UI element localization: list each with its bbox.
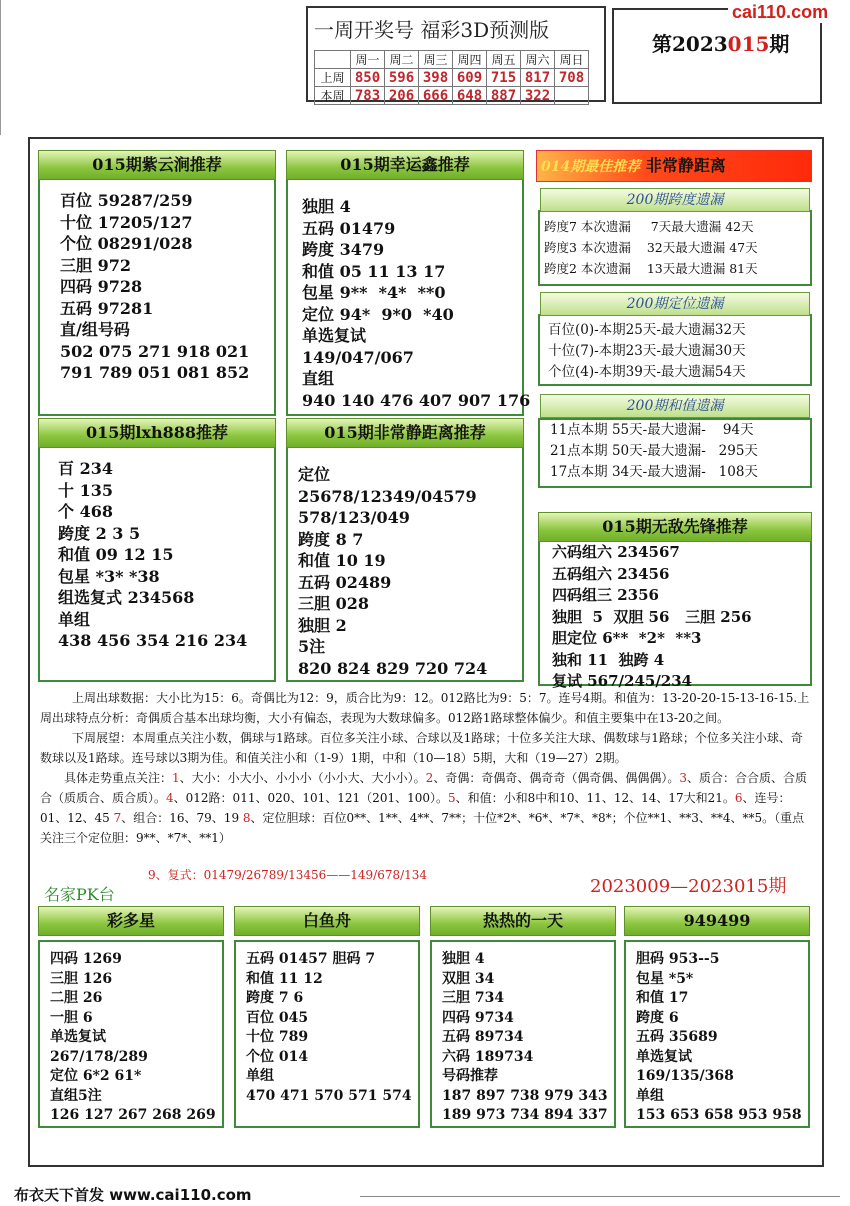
draw-number: 666	[419, 87, 453, 105]
line-item: 组选复式 234568	[58, 588, 195, 607]
line-item: 五码 01479	[302, 218, 396, 238]
day-header: 周五	[487, 51, 521, 69]
line-item: 126 127 267 268 269	[50, 1107, 216, 1123]
line-item: 五码组六 23456	[552, 564, 670, 583]
header-title: 一周开奖号 福彩3D预测版	[314, 18, 550, 42]
panel-title: 015期非常静距离推荐	[286, 418, 524, 448]
line-item: 和值 05 11 13 17	[302, 261, 446, 281]
subpanel-title: 200期跨度遗漏	[540, 188, 810, 212]
line-item: 包星 *5*	[636, 970, 694, 987]
panel-body	[552, 542, 752, 693]
line-item: 双胆 34	[442, 970, 495, 987]
line-item: 定位	[298, 465, 331, 484]
line-item: 和值 11 12	[246, 970, 323, 987]
day-header: 周一	[351, 51, 385, 69]
draw-number: 887	[487, 87, 521, 105]
line-item: 独胆 2	[298, 615, 347, 635]
line-item: 跨度 6	[636, 1009, 679, 1026]
line-item: 包星 9** *4* **0	[302, 283, 446, 302]
subpanel-title: 200期定位遗漏	[540, 292, 810, 316]
draw-number	[555, 87, 589, 105]
draw-number: 850	[351, 69, 385, 87]
line-item: 百位(0)-本期25天-最大遗漏32天	[548, 322, 746, 338]
line-item: 940 140 476 407 907 176	[302, 390, 531, 410]
line-item: 定位 6*2 61*	[50, 1068, 142, 1084]
corner-cell	[315, 51, 351, 69]
line-item: 胆定位 6** *2* **3	[552, 629, 702, 647]
line-item: 跨度 8 7	[298, 529, 364, 549]
line-item: 独和 11 独跨 4	[552, 650, 665, 669]
panel-title: 015期lxh888推荐	[38, 418, 276, 448]
line-item: 百 234	[58, 459, 113, 478]
line-item: 胆码 953--5	[636, 951, 720, 967]
day-header: 周六	[521, 51, 555, 69]
subpanel-title: 200期和值遗漏	[540, 394, 810, 418]
line-item: 502 075 271 918 021	[60, 341, 250, 361]
line-item: 5注	[298, 637, 326, 656]
pk-card-title: 彩多星	[38, 906, 224, 936]
draw-number: 596	[385, 69, 419, 87]
line-item: 复试 567/245/234	[552, 672, 693, 690]
line-item: 十位(7)-本期23天-最大遗漏30天	[548, 343, 746, 359]
draw-number: 206	[385, 87, 419, 105]
line-item: 578/123/049	[298, 508, 410, 527]
line-item: 267/178/289	[50, 1048, 148, 1065]
row-label: 上周	[315, 69, 351, 87]
draw-number: 708	[555, 69, 589, 87]
analysis-fushi: 9、复式：01479/26789/13456——149/678/134	[148, 868, 428, 882]
pk-card-title: 白鱼舟	[234, 906, 420, 936]
line-item: 和值 17	[636, 990, 689, 1006]
line-item: 791 789 051 081 852	[60, 363, 250, 382]
line-item: 单选复试	[302, 326, 367, 345]
draw-table	[314, 50, 589, 105]
line-item: 单组	[636, 1087, 664, 1104]
line-item: 一胆 6	[50, 1009, 93, 1026]
issue-number: 第2023015期	[652, 32, 790, 56]
line-item: 独胆 4	[302, 197, 351, 216]
draw-number: 817	[521, 69, 555, 87]
line-item: 五码 89734	[442, 1029, 524, 1045]
weekly-draw-table	[306, 6, 606, 102]
draw-number: 398	[419, 69, 453, 87]
line-item: 个 468	[58, 502, 113, 521]
line-item: 定位 94* 9*0 *40	[302, 304, 454, 324]
panel-title: 015期紫云涧推荐	[38, 150, 276, 180]
best-recommend-banner: 014期最佳推荐 非常静距离	[536, 150, 812, 182]
line-item: 百位 59287/259	[60, 191, 193, 210]
line-item: 独胆 5 双胆 56 三胆 256	[552, 607, 752, 626]
row-label: 本周	[315, 87, 351, 105]
line-item: 跨度 2 3 5	[58, 523, 141, 543]
analysis-paragraph-1: 上周出球数据：大小比为15：6。奇偶比为12：9，质合比为9：12。012路比为9：5：7。连号4期。和值为：13-20-20-15-13-16-15.上周出球特点分析：奇偶质合基本出球均衡，大小有偏态，表现为大数球偏多。012路1路球整体偏少。和值主要集中在13-20之间。	[40, 691, 810, 725]
panel-title: 015期幸运鑫推荐	[286, 150, 524, 180]
line-item: 11点本期 55天-最大遗漏- 94天	[550, 422, 754, 438]
line-item: 个位 08291/028	[60, 234, 193, 253]
subpanel-body	[544, 216, 758, 279]
line-item: 三胆 126	[50, 970, 113, 987]
line-item: 跨度7 本次遗漏 7天最大遗漏 42天	[544, 219, 754, 234]
draw-number: 783	[351, 87, 385, 105]
analysis-paragraph-2: 下周展望：本周重点关注小数，偶球与1路球。百位多关注小球、合球以及1路球；十位多关注大球、偶数球与1路球；个位多关注小球、奇数球以及1路球。连号球以3期为佳。和值关注小和（1-9）1期，中和（10—18）5期，大和（19—27）2期。	[40, 731, 803, 765]
panel-body	[298, 464, 487, 679]
line-item: 单选复试	[50, 1029, 106, 1045]
draw-number: 715	[487, 69, 521, 87]
issue-range: 2023009—2023015期	[590, 876, 787, 897]
line-item: 单选复试	[636, 1048, 692, 1065]
line-item: 独胆 4	[442, 951, 485, 967]
line-item: 个位 014	[246, 1048, 309, 1065]
draw-number: 648	[453, 87, 487, 105]
pk-card-body	[442, 950, 608, 1126]
panel-title: 015期无敌先锋推荐	[538, 512, 812, 542]
line-item: 个位(4)-本期39天-最大遗漏54天	[548, 364, 746, 380]
line-item: 四码 1269	[50, 951, 122, 967]
line-item: 149/047/067	[302, 347, 414, 367]
line-item: 169/135/368	[636, 1068, 734, 1084]
draw-number: 322	[521, 87, 555, 105]
line-item: 189 973 734 894 337	[442, 1107, 608, 1123]
line-item: 187 897 738 979 343	[442, 1087, 608, 1104]
analysis-paragraph-3: 具体走势重点关注：1、大小：小大小、小小小（小小大、大小小）。2、奇偶：奇偶奇、偶奇奇（偶奇偶、偶偶偶）。3、质合：合合质、合质合（质质合、质合质）。4、012路：011、020、101、121（201、100）。5、和值：小和8中和10、11、12、14、17大和21。6、连号：01、12、45 7、组合：16、79、19 8、定位胆球：百位0**、1**、4**、7**；十位*2*、*6*、*7*、*8*；个位**1、**3、**4、**5。（重点关注三个定位胆：9**、*7*、**1）	[40, 771, 807, 845]
pk-card-title: 949499	[624, 906, 810, 936]
line-item: 单组	[246, 1068, 274, 1084]
line-item: 三胆 972	[60, 255, 131, 275]
panel-body	[58, 458, 247, 652]
line-item: 438 456 354 216 234	[58, 631, 248, 650]
line-item: 四码 9728	[60, 277, 143, 296]
line-item: 六码组六 234567	[552, 543, 680, 561]
line-item: 十位 17205/127	[60, 212, 193, 232]
analysis-text	[40, 688, 810, 848]
line-item: 十 135	[58, 480, 113, 500]
pk-card-title: 热热的一天	[430, 906, 616, 936]
line-item: 五码 02489	[298, 572, 392, 592]
footer-rule	[360, 1196, 840, 1197]
pk-card-body	[50, 950, 216, 1126]
pk-label: 名家PK台	[44, 885, 115, 904]
line-item: 四码组三 2356	[552, 586, 659, 604]
day-header: 周三	[419, 51, 453, 69]
draw-number: 609	[453, 69, 487, 87]
line-item: 跨度 3479	[302, 240, 385, 259]
line-item: 三胆 028	[298, 594, 369, 613]
line-item: 17点本期 34天-最大遗漏- 108天	[550, 464, 758, 480]
line-item: 直/组号码	[60, 320, 130, 339]
line-item: 四码 9734	[442, 1009, 514, 1026]
line-item: 25678/12349/04579	[298, 486, 477, 506]
line-item: 21点本期 50天-最大遗漏- 295天	[550, 443, 758, 459]
panel-body	[302, 196, 530, 411]
line-item: 五码 01457 胆码 7	[246, 951, 376, 967]
line-item: 五码 97281	[60, 298, 154, 318]
line-item: 五码 35689	[636, 1029, 718, 1045]
line-item: 和值 09 12 15	[58, 545, 174, 564]
line-item: 二胆 26	[50, 990, 103, 1006]
day-header: 周二	[385, 51, 419, 69]
line-item: 百位 045	[246, 1009, 309, 1026]
line-item: 470 471 570 571 574	[246, 1087, 412, 1104]
line-item: 包星 *3* *38	[58, 566, 160, 586]
panel-body	[60, 190, 249, 384]
day-header: 周日	[555, 51, 589, 69]
line-item: 十位 789	[246, 1029, 309, 1045]
line-item: 跨度 7 6	[246, 990, 304, 1006]
site-logo[interactable]: cai110.com	[728, 2, 832, 23]
line-item: 直组5注	[50, 1087, 102, 1104]
day-header: 周四	[453, 51, 487, 69]
line-item: 跨度3 本次遗漏 32天最大遗漏 47天	[544, 240, 758, 255]
line-item: 跨度2 本次遗漏 13天最大遗漏 81天	[544, 261, 758, 276]
footer-text: 布衣天下首发 www.cai110.com	[14, 1186, 252, 1204]
line-item: 直组	[302, 369, 335, 388]
pk-card-body	[246, 950, 412, 1106]
line-item: 820 824 829 720 724	[298, 658, 488, 678]
line-item: 六码 189734	[442, 1048, 534, 1065]
line-item: 号码推荐	[442, 1068, 498, 1084]
line-item: 和值 10 19	[298, 551, 386, 570]
subpanel-body	[550, 420, 758, 483]
left-edge-line	[0, 0, 1, 135]
line-item: 153 653 658 953 958	[636, 1107, 802, 1123]
line-item: 三胆 734	[442, 990, 505, 1006]
subpanel-body	[548, 320, 746, 383]
pk-card-body	[636, 950, 802, 1126]
line-item: 单组	[58, 609, 91, 629]
